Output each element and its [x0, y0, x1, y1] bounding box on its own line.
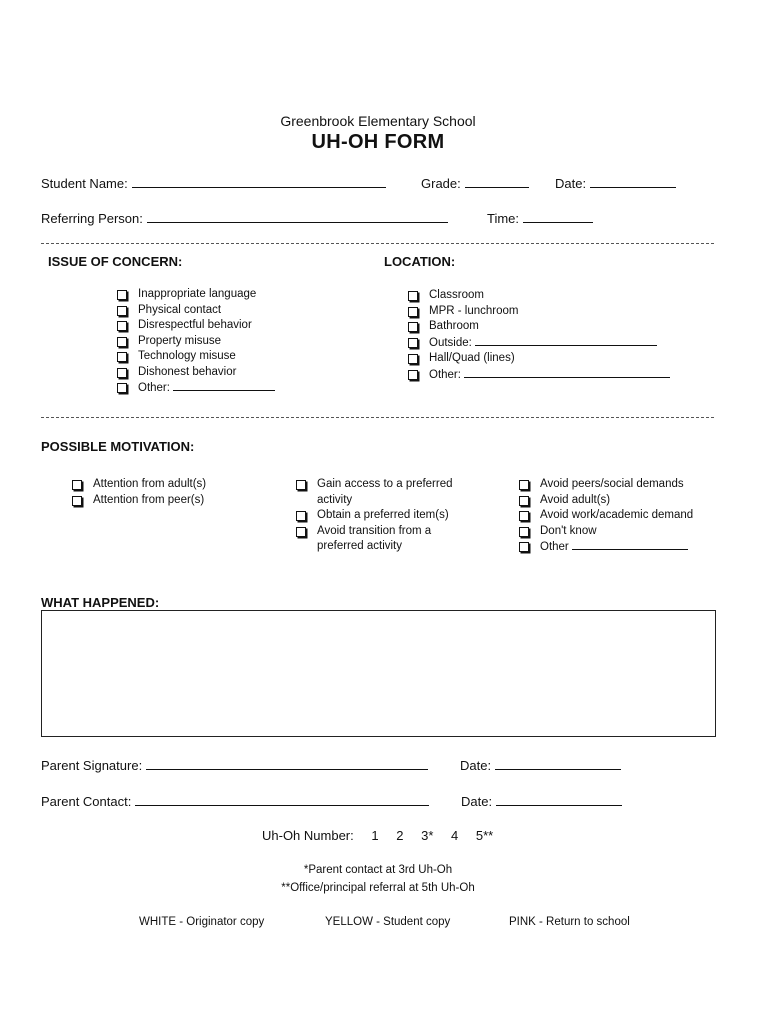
- copy-white: WHITE - Originator copy: [139, 916, 265, 928]
- copy-pink: PINK - Return to school: [509, 916, 630, 928]
- outside-line[interactable]: [475, 335, 657, 346]
- uhoh-number-2[interactable]: 2: [396, 828, 404, 843]
- list-item[interactable]: Dishonest behavior: [117, 365, 275, 381]
- list-item[interactable]: Avoid work/academic demand: [519, 508, 693, 524]
- referring-person-line[interactable]: [147, 210, 448, 223]
- parent-contact-date-field[interactable]: [461, 793, 622, 809]
- list-item[interactable]: Other:: [117, 380, 275, 397]
- parent-contact-line[interactable]: [135, 793, 429, 806]
- uhoh-number-1[interactable]: 1: [371, 828, 379, 843]
- what-happened-heading: WHAT HAPPENED:: [41, 595, 160, 610]
- referring-person-field[interactable]: [41, 210, 448, 226]
- list-item[interactable]: Outside:: [408, 335, 670, 352]
- date-label: Date:: [460, 758, 492, 773]
- grade-label: Grade:: [421, 176, 461, 191]
- list-item[interactable]: Don't know: [519, 524, 693, 540]
- note-office-referral: **Office/principal referral at 5th Uh-Oh: [281, 882, 475, 894]
- checkbox[interactable]: [296, 527, 306, 537]
- list-item[interactable]: Avoid adult(s): [519, 493, 693, 509]
- school-name: Greenbrook Elementary School: [280, 113, 476, 129]
- parent-signature-line[interactable]: [146, 757, 428, 770]
- list-item[interactable]: Inappropriate language: [117, 287, 275, 303]
- uhoh-number-5[interactable]: 5**: [475, 828, 494, 843]
- list-item[interactable]: Attention from peer(s): [72, 493, 206, 509]
- checkbox[interactable]: [408, 291, 418, 301]
- motivation-list-3: [519, 477, 693, 556]
- list-item[interactable]: Obtain a preferred item(s): [296, 508, 466, 524]
- date-label: Date:: [555, 176, 587, 191]
- time-label: Time:: [487, 211, 520, 226]
- location-list: [408, 288, 670, 383]
- checkbox[interactable]: [72, 480, 82, 490]
- list-item[interactable]: Other: [519, 539, 693, 556]
- form-title: UH-OH FORM: [311, 131, 445, 153]
- checkbox[interactable]: [296, 511, 306, 521]
- uhoh-number-4[interactable]: 4: [451, 828, 459, 843]
- list-item[interactable]: Other:: [408, 367, 670, 384]
- checkbox[interactable]: [117, 352, 127, 362]
- list-item[interactable]: Property misuse: [117, 334, 275, 350]
- list-item[interactable]: Gain access to a preferred activity: [296, 477, 466, 508]
- checkbox[interactable]: [519, 480, 529, 490]
- checkbox[interactable]: [117, 290, 127, 300]
- what-happened-textbox[interactable]: [41, 610, 716, 737]
- parent-contact-field[interactable]: [41, 793, 429, 809]
- date-line[interactable]: [496, 793, 622, 806]
- checkbox[interactable]: [519, 496, 529, 506]
- checkbox[interactable]: [117, 306, 127, 316]
- checkbox[interactable]: [117, 368, 127, 378]
- referring-person-label: Referring Person:: [41, 211, 143, 226]
- grade-field[interactable]: [421, 175, 529, 191]
- student-name-field[interactable]: [41, 175, 386, 191]
- checkbox[interactable]: [117, 383, 127, 393]
- parent-signature-label: Parent Signature:: [41, 758, 143, 773]
- checkbox[interactable]: [519, 527, 529, 537]
- checkbox[interactable]: [408, 322, 418, 332]
- checkbox[interactable]: [408, 354, 418, 364]
- list-item[interactable]: Bathroom: [408, 319, 670, 335]
- time-line[interactable]: [523, 210, 593, 223]
- divider-2: [41, 417, 714, 418]
- checkbox[interactable]: [519, 542, 529, 552]
- motivation-list-2: [296, 477, 466, 555]
- date-label: Date:: [461, 794, 493, 809]
- list-item[interactable]: Physical contact: [117, 303, 275, 319]
- list-item[interactable]: Hall/Quad (lines): [408, 351, 670, 367]
- note-parent-contact: *Parent contact at 3rd Uh-Oh: [303, 864, 453, 876]
- motivation-other-line[interactable]: [572, 539, 688, 550]
- list-item[interactable]: Classroom: [408, 288, 670, 304]
- issue-other-line[interactable]: [173, 380, 275, 391]
- student-name-label: Student Name:: [41, 176, 128, 191]
- parent-signature-date-field[interactable]: [460, 757, 621, 773]
- issue-heading: ISSUE OF CONCERN:: [48, 254, 183, 269]
- issue-list: [117, 287, 275, 397]
- location-heading: LOCATION:: [384, 254, 456, 269]
- checkbox[interactable]: [296, 480, 306, 490]
- divider-1: [41, 243, 714, 244]
- parent-contact-label: Parent Contact:: [41, 794, 132, 809]
- uhoh-number-label: Uh-Oh Number:: [262, 828, 354, 843]
- uhoh-number-3[interactable]: 3*: [421, 828, 434, 843]
- checkbox[interactable]: [117, 321, 127, 331]
- uhoh-number-row: [262, 828, 493, 843]
- motivation-heading: POSSIBLE MOTIVATION:: [41, 439, 195, 454]
- motivation-list-1: [72, 477, 206, 508]
- grade-line[interactable]: [465, 175, 529, 188]
- list-item[interactable]: Avoid peers/social demands: [519, 477, 693, 493]
- location-other-line[interactable]: [464, 367, 670, 378]
- checkbox[interactable]: [519, 511, 529, 521]
- list-item[interactable]: Disrespectful behavior: [117, 318, 275, 334]
- list-item[interactable]: MPR - lunchroom: [408, 304, 670, 320]
- checkbox[interactable]: [408, 338, 418, 348]
- list-item[interactable]: Avoid transition from a preferred activity: [296, 524, 466, 555]
- checkbox[interactable]: [72, 496, 82, 506]
- date-line[interactable]: [590, 175, 676, 188]
- copy-yellow: YELLOW - Student copy: [325, 916, 451, 928]
- parent-signature-field[interactable]: [41, 757, 428, 773]
- student-name-line[interactable]: [132, 175, 386, 188]
- list-item[interactable]: Attention from adult(s): [72, 477, 206, 493]
- list-item[interactable]: Technology misuse: [117, 349, 275, 365]
- checkbox[interactable]: [117, 337, 127, 347]
- checkbox[interactable]: [408, 370, 418, 380]
- checkbox[interactable]: [408, 307, 418, 317]
- date-field[interactable]: [555, 175, 676, 191]
- date-line[interactable]: [495, 757, 621, 770]
- time-field[interactable]: [487, 210, 593, 226]
